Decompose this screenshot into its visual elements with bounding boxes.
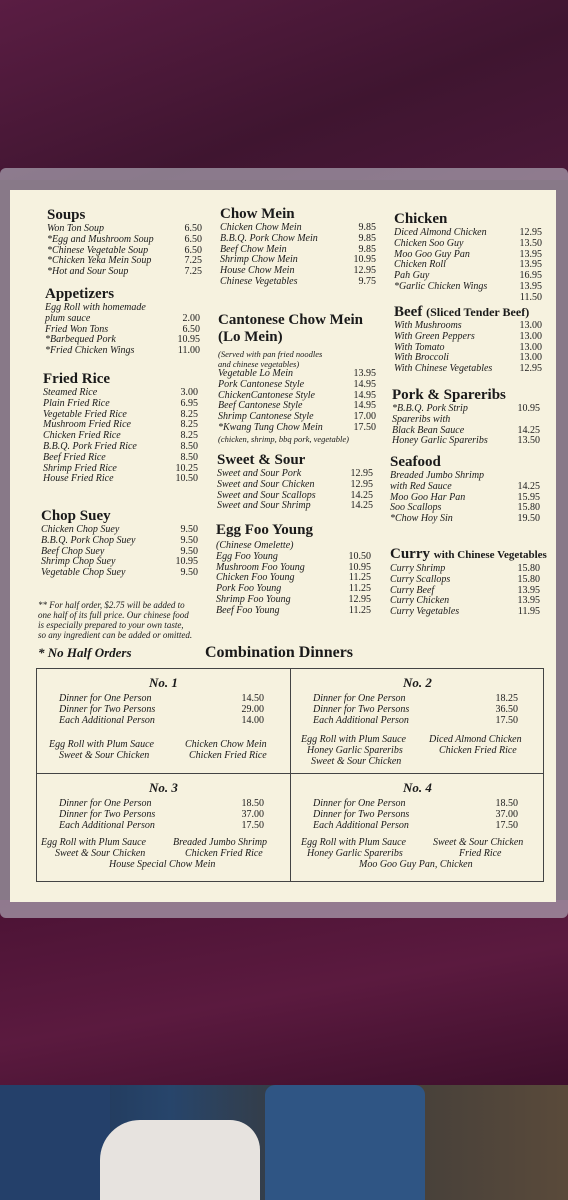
menu-item-name: B.B.Q. Pork Chow Mein — [220, 232, 318, 244]
note-line: ** For half order, $2.75 will be added to — [38, 600, 185, 610]
menu-item-name: Pork Cantonese Style — [218, 378, 305, 390]
menu-item-price: 15.95 — [517, 491, 540, 503]
menu-item-price: 10.95 — [177, 334, 200, 346]
menu-item-price: 15.80 — [517, 502, 540, 514]
menu-item-name: Curry Shrimp — [390, 563, 446, 574]
menu-item-price: 10.95 — [175, 556, 198, 568]
chow-mein-section — [220, 206, 376, 288]
menu-item-name: Plain Fried Rice — [43, 397, 110, 409]
menu-item — [218, 423, 376, 434]
menu-item-name: *Hot and Sour Soup — [47, 266, 129, 278]
menu-item-name: Sweet and Sour Scallops — [217, 489, 316, 501]
menu-item-price: 15.80 — [517, 563, 540, 574]
combo-item: Chicken Fried Rice — [189, 750, 267, 761]
menu-item-name: Pork Foo Young — [216, 583, 282, 595]
beef-title: Beef — [394, 304, 423, 320]
label: Dinner for One Person — [59, 798, 152, 809]
menu-item — [390, 514, 540, 525]
menu-item-price: 14.25 — [517, 424, 540, 436]
menu-item-price: 14.25 — [517, 480, 540, 492]
menu-item-name: Mushroom Fried Rice — [43, 419, 131, 431]
menu-item-name: Spareribs with — [392, 413, 451, 425]
combo-item: Sweet & Sour Chicken — [311, 756, 402, 767]
menu-item-price: 10.50 — [175, 473, 198, 485]
menu-item-price: 6.50 — [182, 323, 200, 335]
pork-section — [392, 387, 540, 447]
menu-item-price: 8.25 — [180, 430, 198, 442]
price: 17.50 — [241, 820, 264, 831]
menu-item-price: 11.50 — [519, 291, 542, 303]
menu-item-name: Black Bean Sauce — [392, 424, 465, 436]
menu-item-name: House Chow Mein — [220, 265, 295, 277]
menu-item-name: With Green Peppers — [394, 330, 475, 342]
price: 17.50 — [495, 820, 518, 831]
combo-item: Breaded Jumbo Shrimp — [173, 837, 268, 848]
menu-item-price: 10.95 — [348, 561, 371, 573]
menu-item-price: 13.00 — [519, 352, 542, 364]
label: Dinner for Two Persons — [59, 809, 156, 820]
combo-item: Egg Roll with Plum Sauce — [301, 837, 406, 848]
chicken-section — [394, 211, 542, 303]
label: Dinner for One Person — [313, 798, 406, 809]
chow-mein-title: Chow Mein — [220, 206, 295, 222]
menu-item-name: *Fried Chicken Wings — [45, 345, 135, 357]
combo-item: House Special Chow Mein — [109, 859, 216, 870]
menu-item-name: Pah Guy — [394, 270, 430, 282]
menu-item-name: Won Ton Soup — [47, 223, 105, 234]
cantonese-section — [218, 312, 376, 444]
menu-item-name: Diced Almond Chicken — [394, 227, 487, 238]
soups-section — [47, 207, 202, 278]
menu-item-price: 11.25 — [348, 572, 371, 584]
combo-item: Fried Rice — [459, 848, 502, 859]
menu-item-name: Beef Fried Rice — [43, 451, 106, 463]
menu-item-name: House Fried Rice — [43, 473, 114, 485]
menu-item-price: 13.00 — [519, 320, 542, 331]
menu-item-price: 9.50 — [180, 545, 198, 557]
combo-item: Sweet & Sour Chicken — [55, 848, 146, 859]
menu-item-price: 12.95 — [519, 363, 542, 375]
menu-item-price: 10.95 — [353, 254, 376, 266]
menu-item-price: 15.80 — [517, 573, 540, 585]
price: 18.50 — [495, 798, 518, 809]
table-surface-top — [0, 0, 568, 180]
label: Dinner for Two Persons — [313, 704, 410, 715]
menu-item-name: With Mushrooms — [394, 320, 462, 331]
menu-item-name: Shrimp Foo Young — [216, 593, 291, 605]
menu-item-name: Chicken Roll — [394, 259, 446, 271]
seafood-section — [390, 454, 540, 525]
menu-item-name: Chinese Vegetables — [220, 275, 298, 287]
menu-item-name: Sweet and Sour Chicken — [217, 478, 315, 490]
menu-item-price: 17.00 — [353, 411, 376, 423]
menu-item-price: 10.95 — [517, 403, 540, 414]
menu-item-price: 13.50 — [517, 435, 540, 447]
white-cloth — [100, 1120, 260, 1200]
combination-title: Combination Dinners — [205, 644, 354, 661]
menu-item-price: 7.25 — [184, 255, 202, 267]
sweet-sour-section — [217, 452, 373, 512]
menu-item-price: 13.95 — [519, 280, 542, 292]
menu-item-name: Shrimp Cantonese Style — [218, 411, 314, 423]
menu-item-price: 8.25 — [180, 408, 198, 420]
menu-item-name: Shrimp Fried Rice — [43, 462, 117, 474]
note-line: is especially prepared to your own taste, — [38, 620, 184, 630]
menu-item-name: ChickenCantonese Style — [218, 389, 315, 401]
jeans-left — [0, 1085, 110, 1200]
half-order-note — [38, 600, 208, 640]
combo-item: Chicken Chow Mein — [185, 739, 267, 750]
menu-item-price: 6.95 — [180, 397, 198, 409]
menu-item-price: 13.95 — [519, 248, 542, 260]
menu-item-price: 12.95 — [350, 468, 373, 479]
combo-no1 — [37, 669, 290, 773]
menu-item-price: 9.50 — [180, 567, 198, 579]
menu-item-name: *Barbequed Pork — [45, 334, 116, 346]
menu-item-name: Steamed Rice — [43, 387, 98, 398]
curry-title: Curry — [390, 546, 430, 562]
combo-item: Chicken Fried Rice — [185, 848, 263, 859]
menu-item-price: 9.50 — [180, 524, 198, 535]
menu-item-price: 13.00 — [519, 341, 542, 353]
label: Dinner for One Person — [313, 693, 406, 704]
label: Dinner for Two Persons — [59, 704, 156, 715]
menu-item-name: Vegetable Lo Mein — [218, 368, 293, 379]
menu-item-price: 11.25 — [348, 604, 371, 616]
menu-item — [394, 364, 542, 375]
price: 17.50 — [495, 715, 518, 726]
menu-item-name: Beef Chow Mein — [220, 243, 287, 255]
combo-item: Egg Roll with Plum Sauce — [301, 734, 406, 745]
combo-title: No. 1 — [149, 675, 178, 690]
menu-item-name: *Egg and Mushroom Soup — [47, 233, 154, 245]
menu-item-name: Chicken Chow Mein — [220, 222, 302, 233]
menu-item-price: 7.25 — [184, 266, 202, 278]
combo-item: Chicken Fried Rice — [439, 745, 517, 756]
combo-item: Egg Roll with Plum Sauce — [41, 837, 146, 848]
menu-item-price: 8.25 — [180, 419, 198, 431]
menu-item-name: plum sauce — [45, 312, 91, 324]
menu-item-price: 14.95 — [353, 378, 376, 390]
combo-item: Sweet & Sour Chicken — [433, 837, 524, 848]
menu-item-price: 6.50 — [184, 244, 202, 256]
menu-item-name: Chicken Chop Suey — [41, 524, 120, 535]
menu-item-name: Curry Vegetables — [390, 606, 460, 618]
menu-item-name: B.B.Q. Pork Fried Rice — [43, 440, 137, 452]
table-surface-bottom — [0, 900, 568, 1090]
menu-item-price: 2.00 — [182, 312, 200, 324]
menu-item-name: Vegetable Fried Rice — [43, 408, 127, 420]
fried-rice-title: Fried Rice — [43, 371, 111, 387]
menu-item-price: 13.95 — [517, 595, 540, 607]
menu-item-price: 11.95 — [517, 606, 540, 618]
note-line: so any ingredient can be added or omitted. — [38, 630, 193, 640]
menu-item-name: Sweet and Sour Shrimp — [217, 500, 311, 512]
menu-item-name: Chicken Soo Guy — [394, 237, 464, 249]
menu-item-name: Breaded Jumbo Shrimp — [390, 470, 485, 481]
combo-no2 — [291, 669, 544, 773]
chop-suey-section — [41, 508, 198, 579]
menu-item-price: 19.50 — [517, 513, 540, 525]
cantonese-note: (Served with pan fried noodles — [218, 349, 323, 359]
combo-title: No. 4 — [403, 780, 432, 795]
jeans-right — [265, 1085, 425, 1200]
menu-item-name: *B.B.Q. Pork Strip — [392, 403, 468, 414]
cantonese-footnote: (chicken, shrimp, bbq pork, vegetable) — [218, 433, 349, 444]
price: 36.50 — [495, 704, 518, 715]
menu-item-name: Moo Goo Guy Pan — [394, 248, 470, 260]
menu-item — [45, 346, 200, 357]
note-line: one half of its full price. Our chinese food — [38, 610, 189, 620]
price: 14.50 — [241, 693, 264, 704]
curry-title-note: with Chinese Vegetables — [433, 549, 547, 561]
combo-title: No. 3 — [149, 780, 178, 795]
price: 18.50 — [241, 798, 264, 809]
menu-item — [47, 267, 202, 278]
menu-item-name: Egg Foo Young — [216, 550, 278, 562]
combo-item: Moo Goo Guy Pan, Chicken — [359, 859, 473, 870]
menu-item-price: 13.00 — [519, 330, 542, 342]
chop-suey-title: Chop Suey — [41, 508, 111, 524]
menu-item-name: Shrimp Chop Suey — [41, 556, 116, 568]
price: 14.00 — [241, 715, 264, 726]
menu-item-price: 12.95 — [350, 478, 373, 490]
label: Each Additional Person — [313, 820, 409, 831]
menu-item-price: 13.95 — [353, 368, 376, 379]
price: 18.25 — [495, 693, 518, 704]
beef-section — [394, 304, 542, 375]
cantonese-subtitle: (Lo Mein) — [218, 329, 283, 345]
no-half-orders: * No Half Orders — [38, 645, 132, 660]
sweet-sour-title: Sweet & Sour — [217, 452, 306, 468]
menu-item-price: 10.25 — [175, 462, 198, 474]
menu-item-name: Fried Won Tons — [45, 323, 109, 335]
menu-item-price: 12.95 — [353, 265, 376, 277]
menu-item-price: 10.50 — [348, 550, 371, 562]
menu-item-price: 8.50 — [180, 440, 198, 452]
menu-item-name: *Garlic Chicken Wings — [394, 280, 488, 292]
combo-no4 — [291, 774, 544, 878]
price: 37.00 — [241, 809, 264, 820]
menu-item-name: Sweet and Sour Pork — [217, 468, 302, 479]
menu-item-name: Curry Beef — [390, 584, 435, 596]
menu-item-price: 17.50 — [353, 421, 376, 433]
label: Each Additional Person — [59, 820, 155, 831]
fried-rice-section — [43, 371, 198, 485]
menu-item-name: Beef Chop Suey — [41, 545, 105, 557]
menu-item-price: 12.95 — [519, 227, 542, 238]
menu-item-name: With Broccoli — [394, 352, 449, 364]
appetizers-section — [45, 286, 200, 357]
cantonese-title: Cantonese Chow Mein — [218, 312, 363, 328]
combo-item: Diced Almond Chicken — [429, 734, 522, 745]
menu-item — [392, 436, 540, 447]
menu-item-name: Chicken Foo Young — [216, 572, 295, 584]
egg-foo-young-title: Egg Foo Young — [216, 522, 313, 538]
menu-item-price: 9.75 — [358, 275, 376, 287]
menu-item-price: 8.50 — [180, 451, 198, 463]
menu-item-price: 16.95 — [519, 270, 542, 282]
menu-item-name: Vegetable Chop Suey — [41, 567, 126, 579]
menu-item-price: 11.25 — [348, 583, 371, 595]
menu-item-name: *Chicken Yeka Mein Soup — [47, 255, 152, 267]
menu-item-price: 13.95 — [517, 584, 540, 596]
menu-item-name: Honey Garlic Spareribs — [392, 435, 488, 447]
combination-table — [36, 668, 544, 882]
menu-item-price: 9.85 — [358, 222, 376, 233]
menu-page — [10, 190, 556, 902]
egg-foo-young-subtitle: (Chinese Omelette) — [216, 540, 294, 551]
menu-item-name: With Chinese Vegetables — [394, 363, 493, 375]
chicken-title: Chicken — [394, 211, 448, 227]
menu-item-name: *Kwang Tung Chow Mein — [218, 421, 323, 433]
menu-item-name: Beef Foo Young — [216, 604, 280, 616]
egg-foo-young-section — [216, 522, 371, 617]
menu-item-name: Shrimp Chow Mein — [220, 254, 298, 266]
menu-item-price: 9.85 — [358, 243, 376, 255]
menu-item — [216, 606, 371, 617]
menu-item — [390, 607, 540, 618]
menu-item-price: 14.25 — [350, 500, 373, 512]
menu-item-price: 13.50 — [519, 237, 542, 249]
menu-item-price: 9.50 — [180, 534, 198, 546]
curry-section — [390, 546, 547, 618]
combo-title: No. 2 — [403, 675, 432, 690]
menu-item — [41, 568, 198, 579]
menu-item-name: *Chinese Vegetable Soup — [47, 244, 149, 256]
appetizers-title: Appetizers — [45, 286, 115, 302]
pork-title: Pork & Spareribs — [392, 387, 506, 403]
seafood-title: Seafood — [390, 454, 441, 470]
menu-item-name: *Chow Hoy Sin — [390, 513, 453, 525]
menu-item-name: with Red Sauce — [390, 480, 452, 492]
label: Each Additional Person — [313, 715, 409, 726]
menu-item-name: Curry Scallops — [390, 573, 451, 585]
combo-item: Egg Roll with Plum Sauce — [49, 739, 154, 750]
menu-item-price: 3.00 — [180, 387, 198, 398]
menu-item-name: Moo Goo Har Pan — [390, 491, 466, 503]
menu-item — [217, 501, 373, 512]
menu-item — [220, 277, 376, 288]
label: Dinner for Two Persons — [313, 809, 410, 820]
menu-item-price: 11.00 — [177, 345, 200, 357]
menu-item-price: 12.95 — [348, 593, 371, 605]
combo-item: Honey Garlic Spareribs — [307, 745, 403, 756]
price: 29.00 — [241, 704, 264, 715]
combo-item: Sweet & Sour Chicken — [59, 750, 150, 761]
menu-item-price: 14.25 — [350, 489, 373, 501]
menu-item-price: 6.50 — [184, 233, 202, 245]
menu-item-price: 9.85 — [358, 232, 376, 244]
soups-title: Soups — [47, 207, 86, 223]
menu-item-name: Egg Roll with homemade — [45, 302, 146, 313]
menu-item-price: 14.95 — [353, 389, 376, 401]
beef-title-note: (Sliced Tender Beef) — [426, 305, 530, 319]
menu-item-price: 14.95 — [353, 400, 376, 412]
menu-item-price: 13.95 — [519, 259, 542, 271]
menu-item-name: Chicken Fried Rice — [43, 430, 121, 442]
menu-item-name: Mushroom Foo Young — [216, 561, 305, 573]
price: 37.00 — [495, 809, 518, 820]
menu-item-price: 6.50 — [184, 223, 202, 234]
menu-item-name: Curry Chicken — [390, 595, 450, 607]
menu-item-name: B.B.Q. Pork Chop Suey — [41, 534, 136, 546]
menu-item-name: Soo Scallops — [390, 502, 442, 514]
combo-no3 — [37, 774, 290, 878]
label: Each Additional Person — [59, 715, 155, 726]
menu-item-name: With Tomato — [394, 341, 445, 353]
combo-item: Honey Garlic Spareribs — [307, 848, 403, 859]
cantonese-note: and chinese vegetables) — [218, 359, 300, 369]
menu-item — [43, 474, 198, 485]
menu-item-name: Beef Cantonese Style — [218, 400, 303, 412]
label: Dinner for One Person — [59, 693, 152, 704]
